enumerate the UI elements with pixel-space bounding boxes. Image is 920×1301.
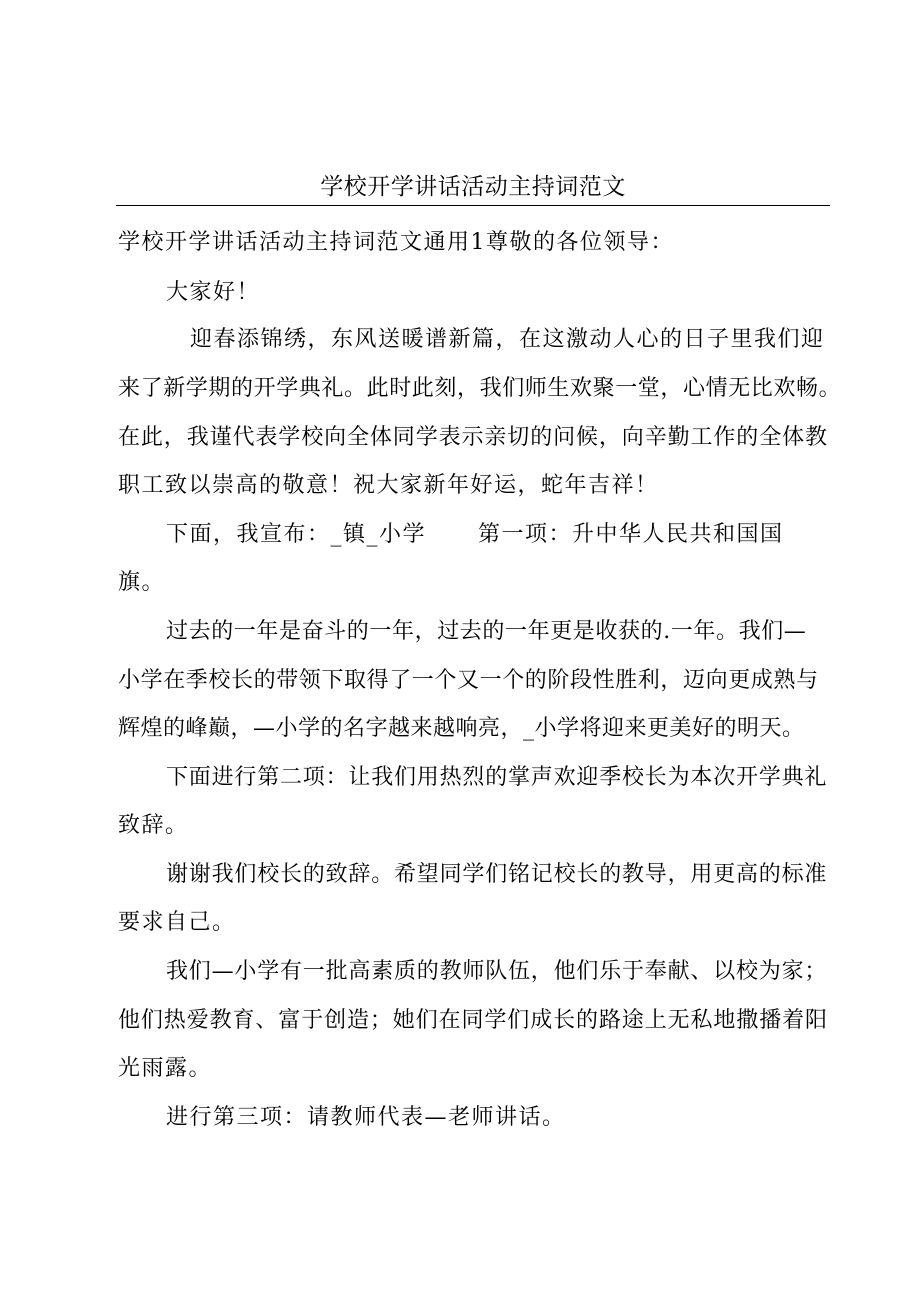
paragraph-line: 致辞。	[118, 813, 189, 838]
paragraph-line: 在此，我谨代表学校向全体同学表示亲切的问候，向辛勤工作的全体教	[118, 425, 828, 450]
document-title: 学校开学讲话活动主持词范文	[320, 174, 626, 200]
paragraph-line: 光雨露。	[118, 1056, 213, 1081]
paragraph-line: 谢谢我们校长的致辞。希望同学们铭记校长的教导，用更高的标准	[166, 862, 828, 887]
title-underline	[116, 205, 830, 206]
announcement-text: 下面，我宣布：_镇_小学	[166, 522, 427, 547]
paragraph-line: 迎春添锦绣，东风送暖谱新篇，在这激动人心的日子里我们迎	[190, 327, 825, 352]
first-item-text: 第一项：升中华人民共和国国	[478, 522, 784, 547]
paragraph-line: 旗。	[118, 570, 166, 595]
paragraph-line: 职工致以崇高的敬意！祝大家新年好运，蛇年吉祥！	[118, 473, 659, 498]
paragraph-line: 我们—小学有一批高素质的教师队伍，他们乐于奉献、以校为家；	[166, 959, 828, 984]
paragraph-line: 进行第三项：请教师代表—老师讲话。	[166, 1105, 566, 1130]
paragraph-line: 学校开学讲话活动主持词范文通用1尊敬的各位领导：	[118, 230, 674, 255]
paragraph-line: 来了新学期的开学典礼。此时此刻，我们师生欢聚一堂，心情无比欢畅。	[118, 376, 842, 401]
paragraph-line: 小学在季校长的带领下取得了一个又一个的阶段性胜利，迈向更成熟与	[118, 668, 819, 693]
paragraph-line: 他们热爱教育、富于创造；她们在同学们成长的路途上无私地撒播着阳	[118, 1008, 828, 1033]
paragraph-line: 过去的一年是奋斗的一年，过去的一年更是收获的.一年。我们—	[166, 619, 807, 644]
paragraph-line: 要求自己。	[118, 910, 236, 935]
paragraph-line: 辉煌的峰巅，—小学的名字越来越响亮，_小学将迎来更美好的明天。	[118, 716, 805, 741]
paragraph-line	[166, 520, 784, 550]
paragraph-line: 下面进行第二项：让我们用热烈的掌声欢迎季校长为本次开学典礼	[166, 765, 828, 790]
paragraph-line: 大家好！	[166, 280, 261, 305]
